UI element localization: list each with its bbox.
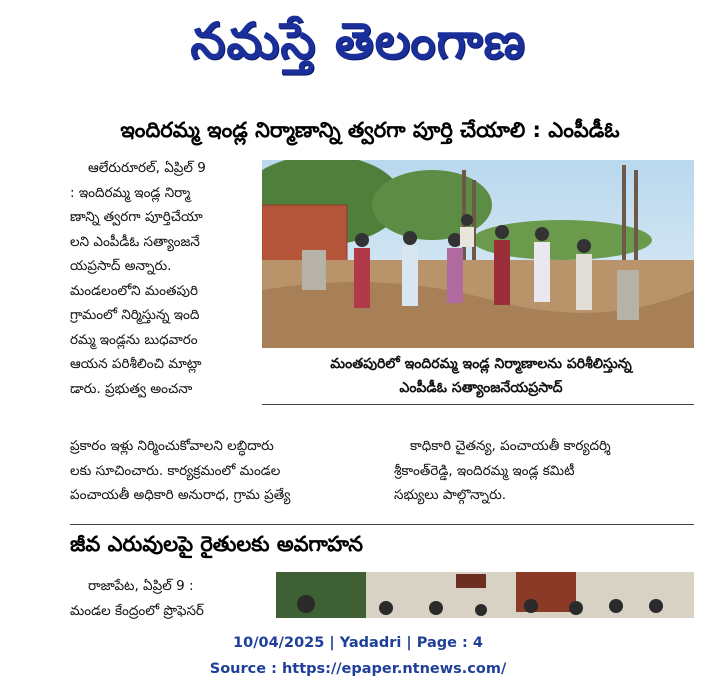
footer-date-edition: 10/04/2025 | Yadadri | Page : 4 — [233, 635, 483, 651]
article1-line: లకు సూచించారు. కార్యక్రమంలో మండల — [70, 462, 281, 479]
article1-line: సభ్యులు పాల్గొన్నారు. — [394, 487, 507, 503]
caption-line: ఎంపీడీఓ సత్యాంజనేయప్రసాద్ — [399, 380, 563, 396]
article2-headline: జీవ ఎరువులపై రైతులకు అవగాహన — [70, 532, 364, 556]
divider — [262, 404, 694, 405]
article1-line: రమ్మ ఇండ్లను బుధవారం — [70, 331, 198, 348]
article1-line: ఆయన పరిశీలించి మాట్లా — [70, 356, 202, 372]
article1-line: ణాన్ని త్వరగా పూర్తిచేయా — [70, 209, 203, 225]
farmers-meeting-photo — [276, 572, 694, 618]
article1-bottom-right — [394, 434, 694, 508]
article1-line: : ఇందిరమ్మ ఇండ్ల నిర్మా — [70, 184, 191, 201]
article2-line: రాజాపేట, ఏప్రిల్ 9 : — [88, 578, 194, 594]
article1-line: కాధికారి చైతన్య, పంచాయతీ కార్యదర్శి — [410, 438, 611, 454]
article1-headline: ఇందిరమ్మ ఇండ్ల నిర్మాణాన్ని త్వరగా పూర్తి చేయాలి : ఎంపీడీఓ — [120, 118, 620, 142]
construction-site-photo — [262, 160, 694, 348]
footer-source: Source : https://epaper.ntnews.com/ — [209, 661, 507, 677]
caption-line: మంతపురిలో ఇందిరమ్మ ఇండ్ల నిర్మాణాలను పరిశీలిస్తున్న — [330, 356, 632, 372]
article1-photo-caption — [268, 352, 694, 400]
article1-line: ఆలేరురూరల్, ఏప్రిల్ 9 — [88, 160, 206, 176]
article2-line: మండల కేంద్రంలో ప్రొఫెసర్ — [70, 602, 204, 619]
article1-line: పంచాయతీ అధికారి అనురాధ, గ్రామ ప్రత్యే — [70, 487, 291, 503]
article1-line: లని ఎంపీడీఓ సత్యాంజనే — [70, 233, 200, 250]
article2-left-column — [70, 574, 270, 623]
article1-bottom-left — [70, 434, 370, 508]
article1-line: గ్రామంలో నిర్మిస్తున్న ఇంది — [70, 307, 200, 323]
article1-line: ప్రకారం ఇళ్లు నిర్మించుకోవాలని లబ్ధిదారు — [70, 438, 274, 454]
article1-line: శ్రీకాంత్‌రెడ్డి, ఇందిరమ్మ ఇండ్ల కమిటీ — [394, 462, 575, 479]
article2-photo — [276, 572, 694, 618]
article1-photo — [262, 160, 694, 348]
article1-line: యప్రసాద్ అన్నారు. — [70, 258, 172, 274]
article1-line: మండలంలోని మంతపురి — [70, 282, 198, 299]
divider — [70, 524, 694, 525]
article1-left-column — [70, 156, 256, 401]
page-footer — [0, 630, 716, 682]
masthead-title: నమస్తే తెలంగాణ — [190, 11, 526, 70]
newspaper-masthead — [0, 6, 716, 88]
article1-line: డారు. ప్రభుత్వ అంచనా — [70, 380, 193, 397]
